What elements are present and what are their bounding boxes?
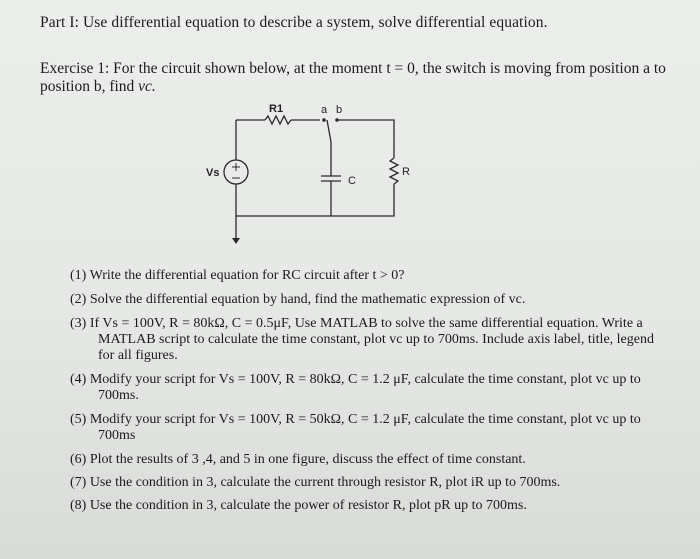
exercise-variable: vc. xyxy=(138,78,156,95)
part-heading: Part I: Use differential equation to describe a system, solve differential equation. xyxy=(40,14,548,31)
switch-contact-b xyxy=(335,118,339,122)
question-3: (3) If Vs = 100V, R = 80kΩ, C = 0.5μF, Use MATLAB to solve the same differential equation. Write a MATLAB script to calculate the time constant, plot vc up to 700ms. Include axis label, title, legend for all figures. xyxy=(70,316,654,363)
question-2: (2) Solve the differential equation by hand, find the mathematic expression of vc. xyxy=(70,292,526,307)
r-resistor-symbol xyxy=(390,158,398,184)
r1-label: R1 xyxy=(269,103,284,115)
question-1: (1) Write the differential equation for RC circuit after t > 0? xyxy=(70,268,405,283)
question-8: (8) Use the condition in 3, calculate the power of resistor R, plot pR up to 700ms. xyxy=(70,498,527,513)
ground-arrow xyxy=(232,238,240,244)
wire-r-bottom xyxy=(236,184,394,216)
question-4: (4) Modify your script for Vs = 100V, R = 80kΩ, C = 1.2 μF, calculate the time constant, plot vc up to 700ms. xyxy=(70,372,641,403)
switch-a-label: a xyxy=(321,104,328,116)
switch-b-label: b xyxy=(336,104,343,116)
switch-contact-a xyxy=(322,118,326,122)
question-7: (7) Use the condition in 3, calculate the current through resistor R, plot iR up to 700ms. xyxy=(70,475,561,490)
wire-b-to-r xyxy=(337,120,394,158)
switch-blade xyxy=(327,120,331,142)
question-list xyxy=(70,268,670,521)
question-5: (5) Modify your script for Vs = 100V, R = 50kΩ, C = 1.2 μF, calculate the time constant, plot vc up to 700ms xyxy=(70,412,641,443)
rc-circuit-diagram xyxy=(190,100,430,260)
exercise-statement xyxy=(40,60,670,96)
source-label: Vs xyxy=(206,167,220,179)
r1-resistor-symbol xyxy=(265,116,291,124)
resistor-label: R xyxy=(402,166,410,178)
exercise-text: Exercise 1: For the circuit shown below, at the moment t = 0, the switch is moving from position a to position b, find xyxy=(40,60,666,95)
question-6: (6) Plot the results of 3 ,4, and 5 in one figure, discuss the effect of time constant. xyxy=(70,452,526,467)
source-plus-sign xyxy=(232,163,240,171)
capacitor-label: C xyxy=(348,175,356,187)
